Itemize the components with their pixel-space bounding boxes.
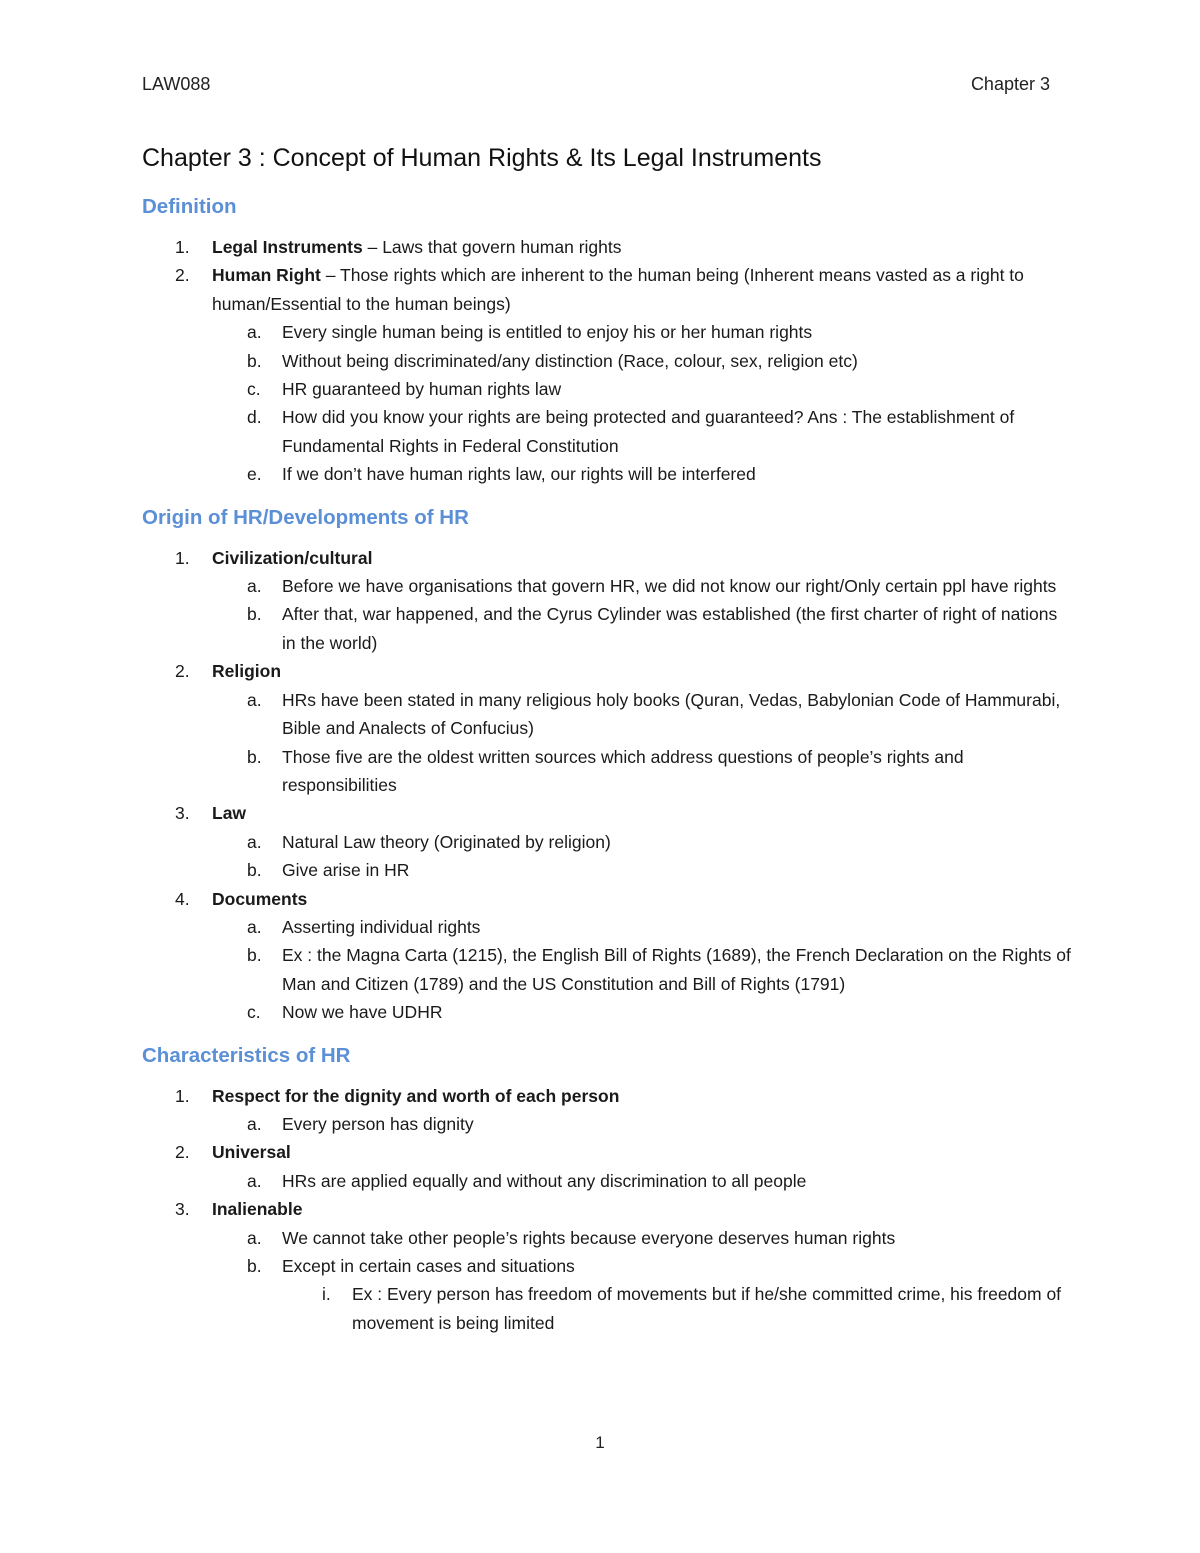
sub-item [142, 743, 1072, 800]
sub-item [142, 460, 1072, 488]
sub-item-marker: b. [247, 604, 262, 625]
section-heading: Definition [142, 195, 237, 218]
sub-item [142, 318, 1072, 346]
sub-item-text: Except in certain cases and situations [282, 1256, 575, 1276]
sub-item-marker: b. [247, 350, 262, 371]
sub-item [142, 347, 1072, 375]
sub-item [142, 1110, 1072, 1138]
header-chapter: Chapter 3 [970, 74, 1050, 94]
sub-item [142, 941, 1072, 998]
item-text: – Those rights which are inherent to the human being (Inherent means vasted as a right to human/Essential to the human beings) [212, 265, 1024, 314]
sub-item-text: Now we have UDHR [282, 1002, 443, 1023]
sub-item-marker: a. [247, 576, 262, 597]
section-heading: Origin of HR/Developments of HR [142, 505, 469, 529]
sub-item-text: We cannot take other people’s rights because everyone deserves human rights [282, 1227, 896, 1248]
sub-sub-item-marker: i. [322, 1284, 331, 1305]
sub-item-marker: a. [247, 689, 262, 710]
sub-item-marker: c. [247, 1002, 261, 1023]
sub-item [142, 375, 1072, 403]
sub-item-text: Without being discriminated/any distinction (Race, colour, sex, religion etc) [282, 350, 858, 371]
sub-item [142, 403, 1072, 460]
item-number: 3. [175, 803, 190, 824]
sub-item-text: Give arise in HR [282, 860, 410, 881]
item-number: 4. [175, 888, 190, 909]
sub-item-text: HRs are applied equally and without any discrimination to all people [282, 1170, 807, 1191]
sub-item-text: HRs have been stated in many religious holy books (Quran, Vedas, Babylonian Code of Hammurabi, Bible and Analects of Confucius) [282, 689, 1061, 739]
section-heading: Characteristics of HR [142, 1043, 351, 1067]
numbered-item [142, 1138, 1072, 1166]
sub-item-text: Every person has dignity [282, 1113, 474, 1134]
item-number: 1. [175, 237, 190, 257]
numbered-item [142, 799, 1072, 827]
item-number: 2. [175, 661, 190, 682]
page-number: 1 [595, 1433, 605, 1452]
item-number: 2. [175, 1142, 190, 1163]
sub-item [142, 913, 1072, 941]
sub-item [142, 1252, 1072, 1280]
item-term: Civilization/cultural [212, 547, 373, 568]
item-number: 1. [175, 1085, 190, 1106]
item-term: Legal Instruments [212, 237, 363, 257]
sub-item-text: How did you know your rights are being protected and guaranteed? Ans : The establishment of Fundamental Rights in Federal Constitution [282, 407, 1015, 456]
sub-item [142, 1167, 1072, 1195]
sub-item-marker: b. [247, 945, 262, 966]
numbered-item [142, 1082, 1072, 1110]
sub-sub-item-text: Ex : Every person has freedom of movements but if he/she committed crime, his freedom of movement is being limited [352, 1284, 1062, 1333]
sub-item-marker: c. [247, 379, 261, 400]
item-number: 2. [175, 265, 190, 286]
sub-item-text: HR guaranteed by human rights law [282, 379, 562, 400]
item-term: Documents [212, 888, 308, 909]
item-term: Religion [212, 661, 282, 682]
sub-item-text: Ex : the Magna Carta (1215), the English Bill of Rights (1689), the French Declaration on the Rights of Man and Citizen (1789) and the US Constitution and Bill of Rights (1791) [282, 945, 1071, 994]
item-number: 3. [175, 1199, 190, 1220]
numbered-item [142, 261, 1072, 318]
sub-item [142, 1224, 1072, 1252]
item-term: Human Right [212, 265, 321, 286]
sub-item [142, 686, 1072, 743]
sub-item-text: If we don’t have human rights law, our rights will be interfered [282, 464, 756, 485]
sub-item-marker: a. [247, 1170, 262, 1191]
sub-item [142, 600, 1072, 657]
sub-item-text: Every single human being is entitled to enjoy his or her human rights [282, 322, 813, 343]
sub-item-marker: a. [247, 1113, 262, 1134]
item-term: Law [212, 803, 247, 824]
sub-item-marker: b. [247, 1256, 262, 1276]
item-term: Inalienable [212, 1199, 303, 1220]
item-term: Respect for the dignity and worth of each person [212, 1085, 620, 1106]
sub-item-marker: a. [247, 1227, 262, 1248]
item-number: 1. [175, 547, 190, 568]
numbered-item [142, 544, 1072, 572]
sub-item [142, 572, 1072, 600]
item-term: Universal [212, 1142, 291, 1163]
sub-item-marker: d. [247, 407, 262, 428]
sub-item-marker: a. [247, 831, 262, 852]
sub-sub-item [142, 1280, 1072, 1337]
sub-item-text: Those five are the oldest written sources which address questions of people’s rights and responsibilities [282, 746, 964, 795]
item-text: – Laws that govern human rights [362, 237, 622, 257]
sub-item [142, 856, 1072, 884]
sub-item-marker: a. [247, 916, 262, 937]
sub-item-text: Asserting individual rights [282, 916, 481, 937]
sub-item-marker: b. [247, 860, 262, 881]
numbered-item [142, 233, 1072, 261]
numbered-item [142, 885, 1072, 913]
sub-item-text: Natural Law theory (Originated by religion) [282, 831, 611, 852]
document-body [142, 190, 1072, 1337]
numbered-item [142, 1195, 1072, 1223]
page-title: Chapter 3 : Concept of Human Rights & Its Legal Instruments [142, 144, 822, 172]
header-course-code: LAW088 [142, 74, 211, 94]
sub-item-marker: e. [247, 464, 262, 485]
sub-item-text: Before we have organisations that govern HR, we did not know our right/Only certain ppl have rights [282, 576, 1057, 597]
sub-item-marker: a. [247, 322, 262, 343]
sub-item-marker: b. [247, 746, 262, 767]
sub-item [142, 998, 1072, 1026]
sub-item [142, 828, 1072, 856]
sub-item-text: After that, war happened, and the Cyrus Cylinder was established (the first charter of right of nations in the world) [282, 604, 1058, 653]
numbered-item [142, 657, 1072, 685]
